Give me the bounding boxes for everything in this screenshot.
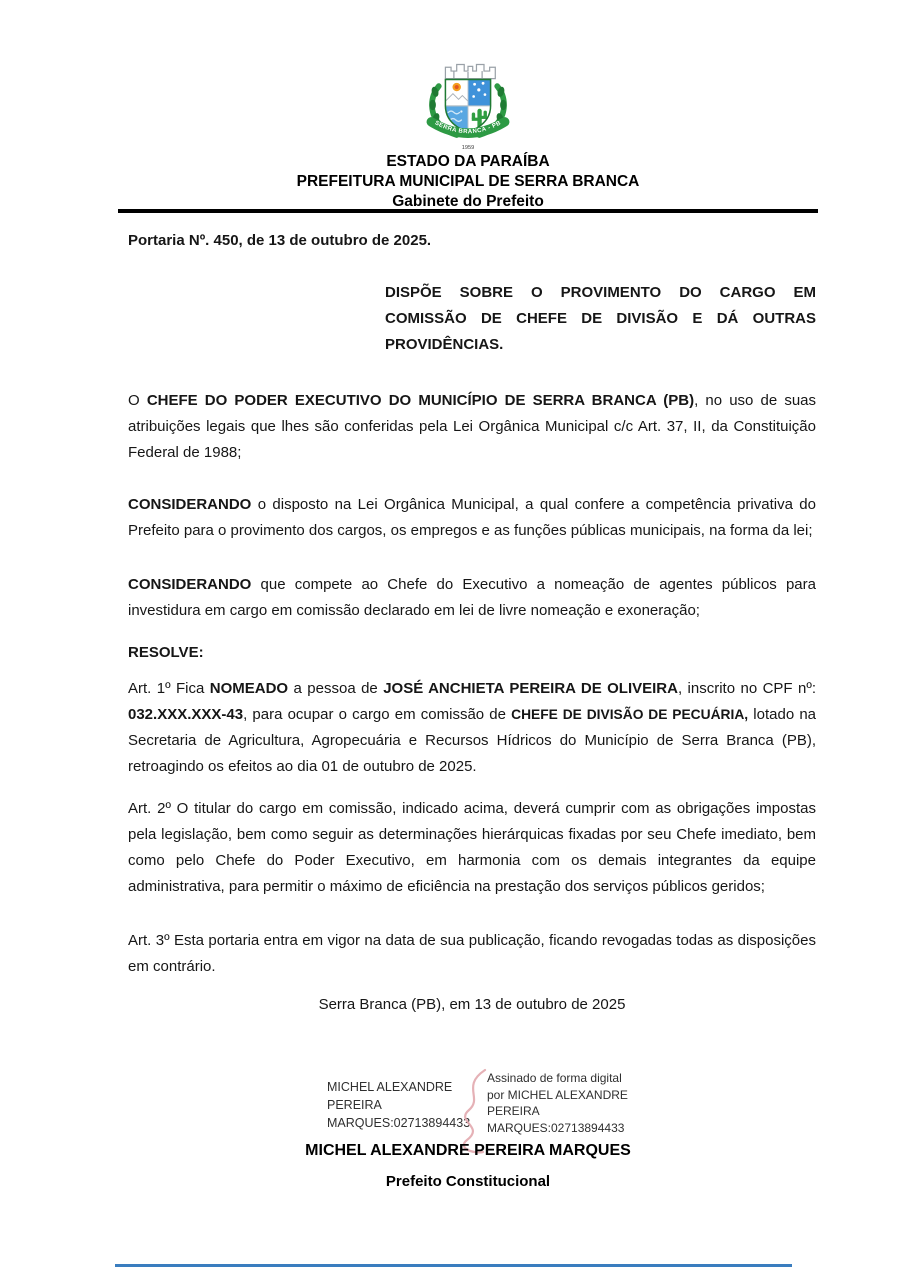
digitally-signed-statement: Assinado de forma digital por MICHEL ALEXANDRE PEREIRA MARQUES:02713894433: [487, 1071, 628, 1135]
header-office-line: Gabinete do Prefeito: [392, 193, 544, 210]
article-3-paragraph: Art. 3º Esta portaria entra em vigor na data de sua publicação, ficando revogadas todas as disposições em contrário.: [128, 932, 816, 975]
resolve-label: RESOLVE:: [128, 644, 204, 661]
municipal-coat-of-arms: [118, 56, 818, 152]
digital-signature-block: [327, 1070, 637, 1136]
certificate-subject-text: MICHEL ALEXANDRE PEREIRA MARQUES:02713894433: [327, 1080, 471, 1130]
header-divider-rule: [118, 209, 818, 213]
header-state-line: ESTADO DA PARAÍBA: [386, 153, 550, 170]
signer-name: MICHEL ALEXANDRE PEREIRA MARQUES: [305, 1142, 631, 1159]
signer-role: Prefeito Constitucional: [385, 1173, 551, 1190]
article-2-paragraph: Art. 2º O titular do cargo em comissão, indicado acima, deverá cumprir com as obrigações impostas pela legislação, bem como seguir as determinações hierárquicas fixadas por seu Chefe imediato, bem como pelo Chefe do Poder Executivo, em harmonia com os demais integrantes da equipe administrativa, para permitir o máximo de eficiência na prestação dos serviços públicos geridos;: [128, 800, 816, 895]
considerando-paragraph-2: CONSIDERANDO que compete ao Chefe do Executivo a nomeação de agentes públicos para investidura em cargo em comissão declarado em lei de livre nomeação e exoneração;: [128, 576, 816, 619]
crest-ribbon-text: SERRA BRANCA - PB: [433, 120, 503, 136]
letterhead: [118, 0, 818, 212]
header-prefecture-line: PREFEITURA MUNICIPAL DE SERRA BRANCA: [296, 173, 640, 190]
footer-accent-line: [115, 1264, 792, 1267]
portaria-title: Portaria Nº. 450, de 13 de outubro de 2025.: [128, 232, 432, 249]
preamble-paragraph: O CHEFE DO PODER EXECUTIVO DO MUNICÍPIO DE SERRA BRANCA (PB), no uso de suas atribuições legais que lhes são conferidas pela Lei Orgânica Municipal c/c Art. 37, II, da Constituição Federal de 1988;: [128, 392, 817, 461]
crest-year: 1959: [461, 145, 475, 152]
article-1-paragraph: Art. 1º Fica NOMEADO a pessoa de JOSÉ ANCHIETA PEREIRA DE OLIVEIRA, inscrito no CPF nº: 032.XXX.XXX-43, para ocupar o cargo em comissão de CHEFE DE DIVISÃO DE PECUÁRIA, lotado na Secretaria de Agricultura, Agropecuária e Recursos Hídricos do Município de Serra Branca (PB), retroagindo os efeitos ao dia 01 de outubro de 2025.: [128, 680, 817, 775]
portaria-epigraph: DISPÕE SOBRE O PROVIMENTO DO CARGO EM COMISSÃO DE CHEFE DE DIVISÃO E DÁ OUTRAS PROVIDÊNCIAS.: [385, 284, 816, 353]
considerando-paragraph-1: CONSIDERANDO o disposto na Lei Orgânica Municipal, a qual confere a competência privativa do Prefeito para o provimento dos cargos, os empregos e as funções públicas municipais, na forma da lei;: [128, 496, 816, 539]
place-date-line: Serra Branca (PB), em 13 de outubro de 2025: [318, 996, 626, 1013]
coat-of-arms-icon: [416, 56, 520, 152]
document-body: [128, 228, 816, 1018]
